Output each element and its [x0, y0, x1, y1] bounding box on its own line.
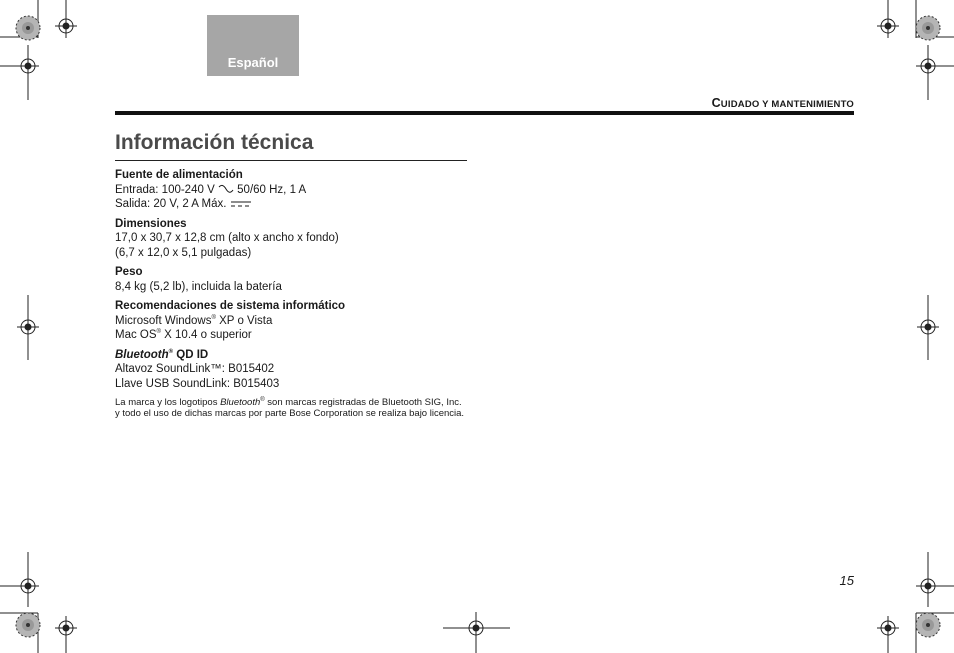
spec-system	[115, 299, 467, 343]
bluetooth-registered-mark: ®	[168, 348, 174, 355]
language-tab	[207, 15, 299, 76]
section-header-initial: C	[711, 96, 721, 110]
header-rule	[115, 111, 854, 115]
footnote-italic: Bluetooth	[220, 397, 261, 408]
bluetooth-label-rest: QD ID	[173, 348, 209, 361]
windows-registered-mark: ®	[211, 314, 216, 321]
spec-label-dimensions: Dimensiones	[115, 217, 187, 230]
mac-registered-mark: ®	[156, 329, 161, 336]
spec-weight-value: 8,4 kg (5,2 lb), incluida la batería	[115, 280, 282, 293]
power-output-prefix: Salida: 20 V, 2 A Máx.	[115, 198, 227, 210]
title-rule	[115, 160, 467, 161]
section-header-rest: UIDADO Y MANTENIMIENTO	[720, 99, 854, 110]
spec-dimensions	[115, 217, 467, 261]
spec-system-windows	[115, 314, 467, 329]
page-title: Información técnica	[115, 131, 314, 154]
spec-label-bluetooth	[115, 348, 467, 363]
power-input-prefix: Entrada: 100-240 V	[115, 183, 215, 196]
spec-dimensions-metric: 17,0 x 30,7 x 12,8 cm (alto x ancho x fondo)	[115, 232, 339, 244]
ac-wave-icon	[218, 184, 234, 194]
footnote-registered-mark: ®	[260, 396, 265, 403]
spec-bluetooth	[115, 348, 467, 392]
bluetooth-label-italic: Bluetooth	[115, 348, 169, 361]
windows-name: Microsoft Windows	[115, 314, 212, 327]
spec-label-weight: Peso	[115, 266, 143, 278]
footnote-part-b: son marcas registradas de Bluetooth SIG, Inc. y todo el uso de dichas marcas por parte Bose Corporation se realiza bajo licencia.	[115, 397, 465, 419]
mac-name: Mac OS	[115, 329, 157, 341]
mac-version: X 10.4 o superior	[160, 329, 252, 341]
spec-label-system: Recomendaciones de sistema informático	[115, 300, 346, 312]
spec-power-output	[115, 197, 467, 212]
spec-power-input	[115, 183, 467, 198]
footnote-part-a: La marca y los logotipos	[115, 397, 221, 408]
spec-dimensions-imperial: (6,7 x 12,0 x 5,1 pulgadas)	[115, 246, 252, 259]
power-input-suffix: 50/60 Hz, 1 A	[233, 183, 307, 196]
windows-versions: XP o Vista	[215, 314, 273, 327]
spec-system-mac	[115, 328, 467, 343]
trademark-footnote	[115, 397, 467, 419]
spec-bluetooth-speaker: Altavoz SoundLink™: B015402	[115, 363, 275, 375]
dc-symbol-icon	[230, 199, 252, 209]
spec-label-power: Fuente de alimentación	[115, 169, 243, 181]
spec-weight	[115, 265, 467, 294]
page-number: 15	[839, 573, 854, 588]
language-tab-label: Español	[227, 55, 279, 70]
section-header	[712, 96, 854, 110]
spec-bluetooth-usb: Llave USB SoundLink: B015403	[115, 377, 280, 390]
spec-power	[115, 168, 467, 212]
spec-list	[115, 168, 467, 419]
